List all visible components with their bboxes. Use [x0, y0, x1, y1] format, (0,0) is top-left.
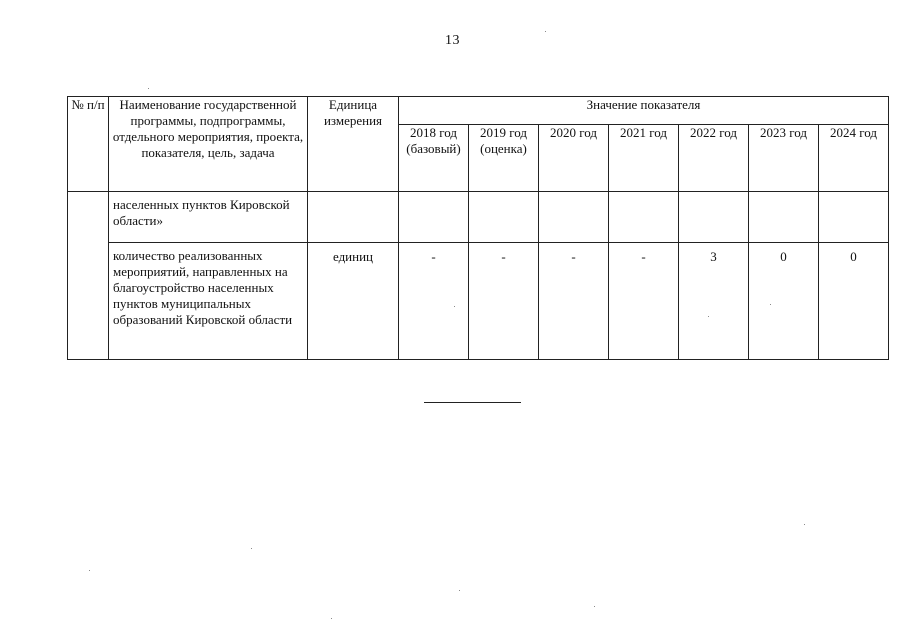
header-year-2024: 2024 год	[819, 125, 889, 192]
value-cell-2018	[399, 192, 469, 243]
row-unit-cell	[308, 192, 399, 243]
page-number: 13	[445, 33, 460, 48]
scan-speck	[251, 548, 252, 549]
header-year-2021: 2021 год	[609, 125, 679, 192]
header-year-2020: 2020 год	[539, 125, 609, 192]
scan-speck	[545, 31, 546, 32]
header-year-2018: 2018 год (базовый)	[399, 125, 469, 192]
scan-speck	[770, 304, 771, 305]
scan-speck	[331, 618, 332, 619]
value-cell-2023: 0	[749, 243, 819, 360]
table-row	[68, 192, 889, 243]
value-cell-2018: -	[399, 243, 469, 360]
header-year-2019: 2019 год (оценка)	[469, 125, 539, 192]
scan-speck	[454, 306, 455, 307]
value-cell-2019: -	[469, 243, 539, 360]
table-row	[68, 243, 889, 360]
scan-speck	[708, 316, 709, 317]
value-cell-2022	[679, 192, 749, 243]
row-name-cell: населенных пунктов Кировской области»	[109, 192, 308, 243]
scan-speck	[459, 590, 460, 591]
indicators-table	[67, 96, 889, 360]
scan-speck	[148, 88, 149, 89]
value-cell-2023	[749, 192, 819, 243]
scan-speck	[804, 524, 805, 525]
value-cell-2020	[539, 192, 609, 243]
value-cell-2022: 3	[679, 243, 749, 360]
row-unit-cell: единиц	[308, 243, 399, 360]
scan-speck	[594, 606, 595, 607]
header-year-2022: 2022 год	[679, 125, 749, 192]
header-value-group: Значение показателя	[399, 97, 889, 125]
value-cell-2021: -	[609, 243, 679, 360]
row-name-cell: количество реализованных мероприятий, направленных на благоустройство населенных пунктов муниципальных образований Кировской области	[109, 243, 308, 360]
value-cell-2020: -	[539, 243, 609, 360]
value-cell-2019	[469, 192, 539, 243]
header-year-2023: 2023 год	[749, 125, 819, 192]
header-name: Наименование государственной программы, подпрограммы, отдельного мероприятия, проекта, показателя, цель, задача	[109, 97, 308, 192]
header-number: № п/п	[68, 97, 109, 192]
scan-speck	[89, 570, 90, 571]
header-unit: Единица измерения	[308, 97, 399, 192]
value-cell-2021	[609, 192, 679, 243]
row-number-cell	[68, 192, 109, 360]
value-cell-2024: 0	[819, 243, 889, 360]
end-of-document-rule	[424, 402, 521, 403]
table-header-row	[68, 97, 889, 125]
value-cell-2024	[819, 192, 889, 243]
